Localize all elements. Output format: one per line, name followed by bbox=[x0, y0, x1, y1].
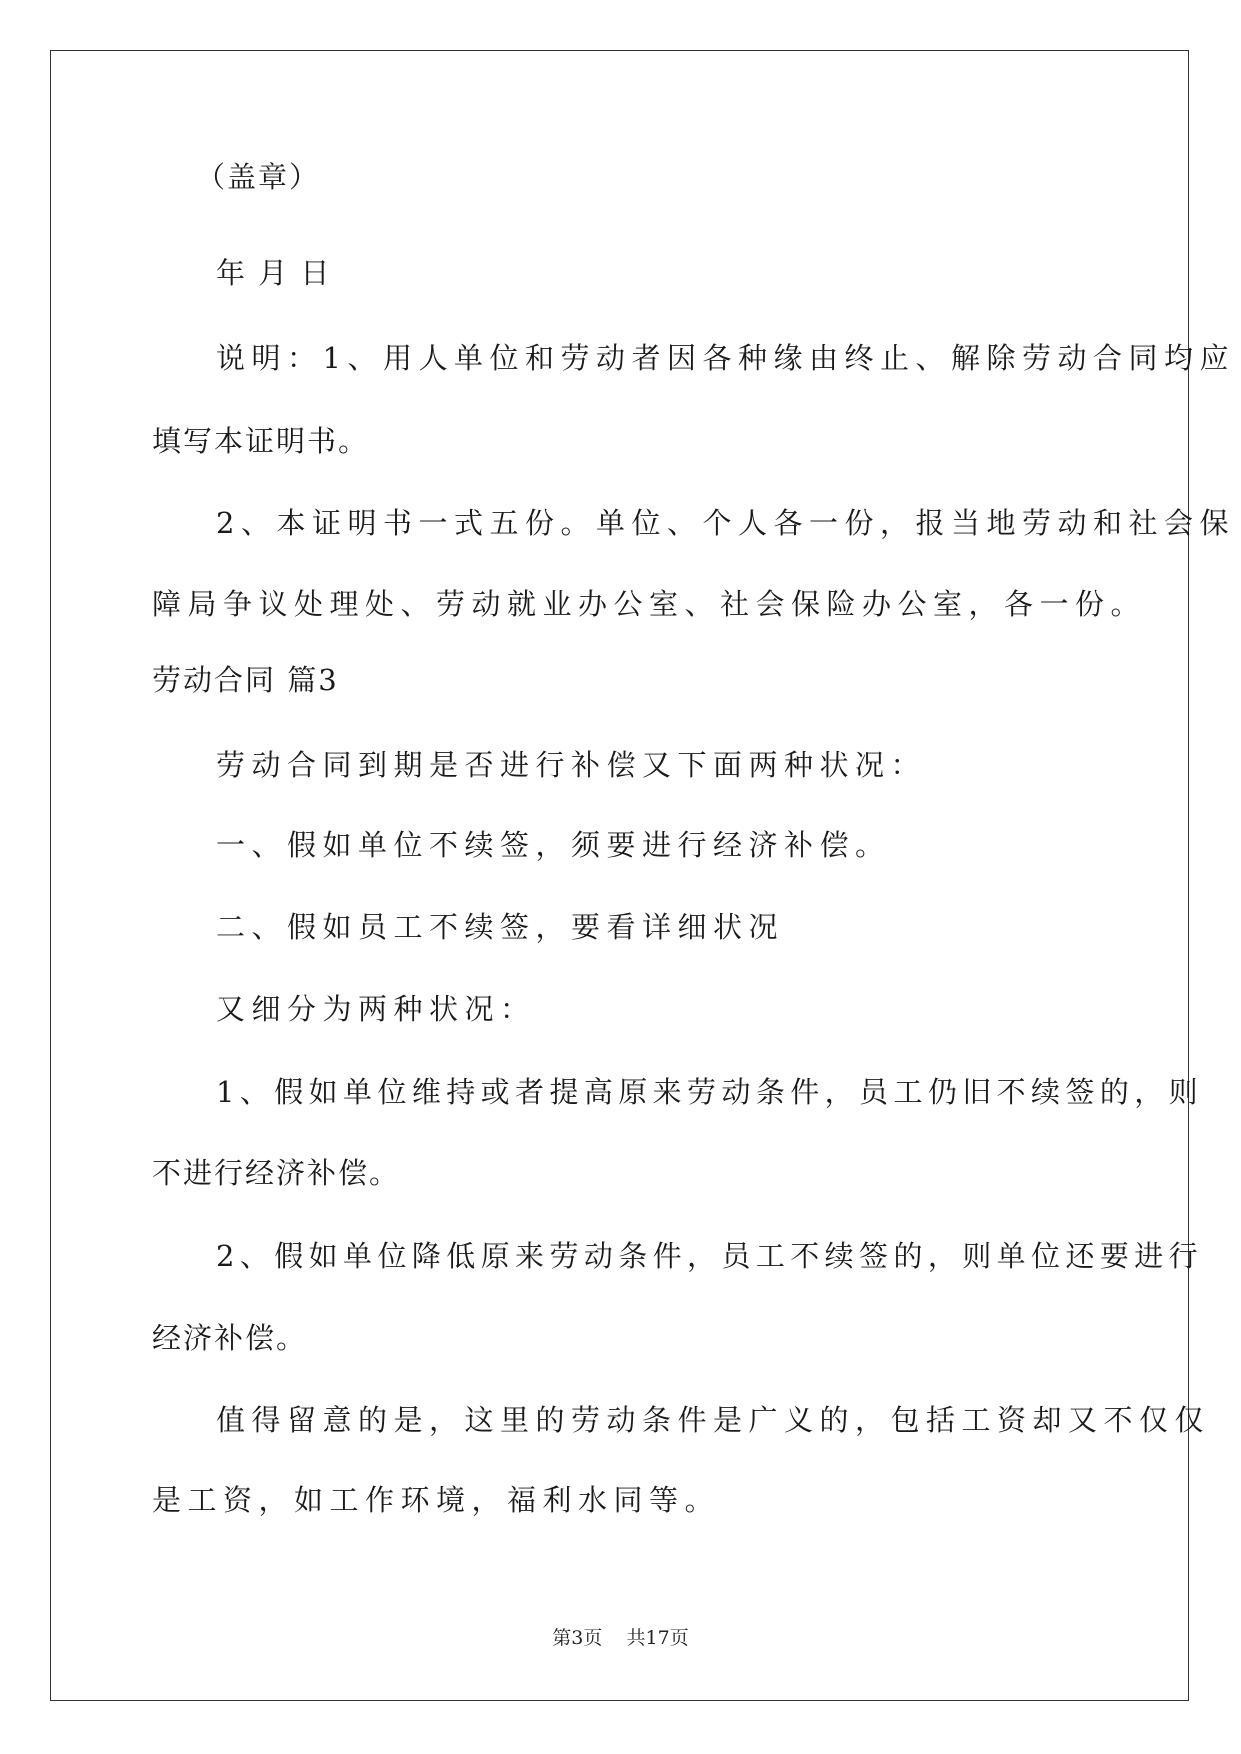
section-heading: 劳动合同 篇3 bbox=[152, 663, 339, 697]
paragraph-line: 值得留意的是，这里的劳动条件是广义的，包括工资却又不仅仅 bbox=[216, 1403, 1211, 1437]
paragraph-line: 经济补偿。 bbox=[152, 1321, 308, 1355]
paragraph-line: 又细分为两种状况： bbox=[216, 992, 536, 1026]
paragraph-line: 2、本证明书一式五份。单位、个人各一份，报当地劳动和社会保 bbox=[216, 506, 1235, 540]
paragraph-line: 一、假如单位不续签，须要进行经济补偿。 bbox=[216, 828, 891, 862]
page-number: 第3页 共17页 bbox=[552, 1627, 689, 1649]
paragraph-line: 不进行经济补偿。 bbox=[152, 1156, 401, 1190]
paragraph-line: 2、假如单位降低原来劳动条件，员工不续签的，则单位还要进行 bbox=[216, 1239, 1204, 1273]
paragraph-line: 障局争议处理处、劳动就业办公室、社会保险办公室，各一份。 bbox=[152, 587, 1147, 621]
paragraph-line: 1、假如单位维持或者提高原来劳动条件，员工仍旧不续签的，则 bbox=[216, 1075, 1204, 1109]
paragraph-line: 说明：1、用人单位和劳动者因各种缘由终止、解除劳动合同均应 bbox=[216, 341, 1235, 375]
paragraph-line: 二、假如员工不续签，要看详细状况 bbox=[216, 910, 785, 944]
date-line: 年 月 日 bbox=[216, 256, 332, 290]
paragraph-line: 劳动合同到期是否进行补偿又下面两种状况： bbox=[216, 748, 927, 782]
paragraph-line: 是工资，如工作环境，福利水同等。 bbox=[152, 1483, 721, 1517]
seal-line: （盖章） bbox=[196, 160, 321, 194]
page-border bbox=[50, 50, 1189, 1701]
paragraph-line: 填写本证明书。 bbox=[152, 424, 370, 458]
